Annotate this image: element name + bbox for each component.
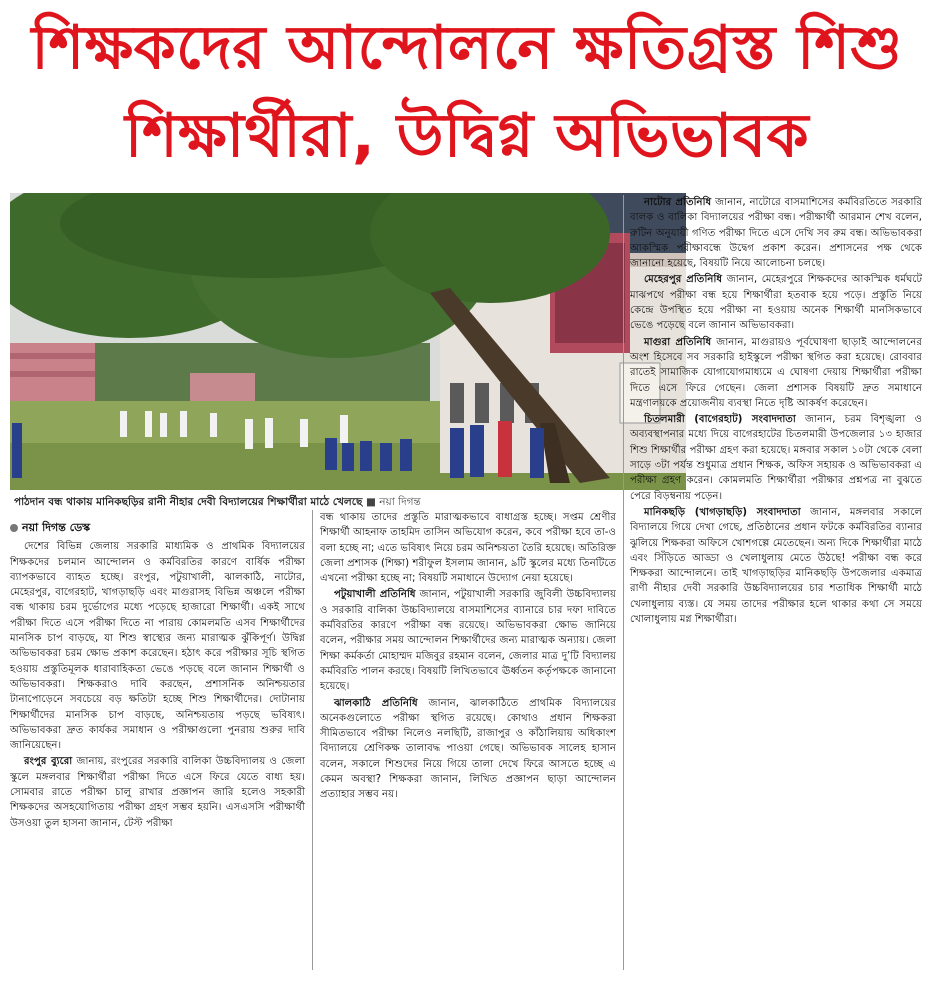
manikchhari-paragraph <box>630 505 922 627</box>
desk-label: নয়া দিগন্ত ডেস্ক <box>22 521 91 534</box>
meherpur-text: জানান, মেহেরপুরে শিক্ষকদের আকস্মিক ধর্মঘটে মাঝপথে পরীক্ষা বন্ধ হয়ে শিক্ষার্থীরা হতবাক হয়ে পড়ে। প্রস্তুতি নিয়ে কেন্দ্রে উপস্থিত হয়ে পরীক্ষা না হওয়ায় অনেক শিক্ষার্থী মানসিকভাবে ভেঙে পড়েছে বলে জানান অভিভাবকরা। <box>630 274 923 332</box>
headline-line-1: শিক্ষকদের আন্দোলনে ক্ষতিগ্রস্ত শিশু <box>31 13 903 83</box>
photo-caption-text: পাঠদান বন্ধ থাকায় মানিকছড়ির রানী নীহার দেবী বিদ্যালয়ের শিক্ষার্থীরা মাঠে খেলছে <box>14 496 363 508</box>
chitalmari-text: জানান, চরম বিশৃঙ্খলা ও অব্যবস্থাপনার মধ্যে দিয়ে বাগেরহাটের চিতলমারী উপজেলার ১৩ হাজার শিশু শিক্ষার্থীর পরীক্ষা গ্রহণ করা হয়েছে। মঙ্গবার সকাল ১০টা থেকে বেলা সাড়ে ৩টা পর্যন্ত শুধুমাত্র প্রধান শিক্ষক, অফিস সহায়ক ও অভিভাবকরা এ পরীক্ষা গ্রহণ করেন। কোমলমতি শিক্ষার্থীরা পরীক্ষার প্রশ্নপত্র না বুঝতে পেরে বিড়ম্বনায় পড়েন। <box>630 414 922 502</box>
rangpur-text: জানায়, রংপুরের সরকারি বালিকা উচ্চবিদ্যালয় ও জেলা স্কুলে মঙ্গলবার শিক্ষার্থীরা পরীক্ষা দিতে এসে ফিরে যেতে বাধ্য হয়। সোমবার রাতে পরীক্ষা চালু রাখার প্রজ্ঞাপন জারি হলেও সহকারী শিক্ষকদের অসহযোগিতায় পরীক্ষা গ্রহণ সম্ভব হয়নি। এসএসসি পরীক্ষার্থী উসওয়া তুল হাসনা জানান, টেস্ট পরীক্ষা <box>10 756 305 829</box>
rangpur-byline: রংপুর ব্যুরো <box>24 756 73 768</box>
article-column-left <box>10 520 305 832</box>
jhalakathi-paragraph <box>320 696 616 803</box>
chitalmari-paragraph <box>630 412 922 504</box>
patuakhali-paragraph <box>320 587 616 694</box>
desk-byline <box>10 520 305 535</box>
magura-text: জানান, মাগুরায়ও পূর্বঘোষণা ছাড়াই আন্দোলনের অংশ হিসেবে সব সরকারি হাইস্কুলে পরীক্ষা স্থগিত করা হয়েছে। রোববার রাতেই সামাজিক যোগাযোগমাধ্যমে এ ঘোষণা দেয়ায় শিক্ষার্থীরা পরীক্ষা দিতে এসে ফিরে গেছেন। জেলা প্রশাসক বিষয়টি দ্রুত সমাধানে মন্ত্রণালয়কে প্রয়োজনীয় ব্যবস্থা নিতে দৃষ্টি আকর্ষণ করেছেন। <box>630 336 922 409</box>
rangpur-continued-paragraph: বন্ধ থাকায় তাদের প্রস্তুতি মারাত্মকভাবে বাধাগ্রস্ত হচ্ছে। সপ্তম শ্রেণীর শিক্ষার্থী আহনাফ তাহমিদ তাসিন অভিযোগ করেন, কবে পরীক্ষা হবে তা-ও বলা হচ্ছে না; এতে ভবিষ্যৎ নিয়ে চরম অনিশ্চয়তা তৈরি হয়েছে। অতিরিক্ত জেলা প্রশাসক (শিক্ষা) শরীফুল ইসলাম জানান, ৯টি স্কুলের মধ্যে তিনটিতে এখনো পরীক্ষা হচ্ছে না; বিষয়টি সমাধানে উদ্যোগ নেয়া হয়েছে। <box>320 512 616 585</box>
natore-paragraph <box>630 195 922 271</box>
photo-credit: ■ নয়া দিগন্ত <box>365 496 421 508</box>
schoolyard-photo-illustration <box>10 193 686 490</box>
magura-paragraph <box>630 335 922 411</box>
rangpur-paragraph <box>10 754 305 830</box>
jhalakathi-text: জানান, ঝালকাঠিতে প্রাথমিক বিদ্যালয়ের অনেকগুলোতে পরীক্ষা স্থগিত রয়েছে। কোথাও প্রধান শিক্ষকরা সীমিতভাবে পরীক্ষা নিলেও নলছিটি, রাজাপুর ও কাঁঠালিয়ায় অধিকাংশ বিদ্যালয়ে শ্রেণিকক্ষ তালাবদ্ধ পাওয়া গেছে। অভিভাবক সালেহ হাসান বলেন, সকালে শিশুদের নিয়ে গিয়ে তালা দেখে ফিরে আসতে হচ্ছে এ কেমন অবস্থা? শিক্ষকরা জানান, লিখিত প্রজ্ঞাপন ছাড়া আন্দোলন প্রত্যাহার সম্ভব নয়। <box>320 697 616 801</box>
patuakhali-text: জানান, পটুয়াখালী সরকারি জুবিলী উচ্চবিদ্যালয় ও সরকারি বালিকা উচ্চবিদ্যালয়ে বাসমাশিসের ব্যানারে চার দফা দাবিতে কর্মবিরতির কারণে পরীক্ষা বন্ধ রয়েছে। অভিভাবকরা ক্ষোভ জানিয়ে বলেন, পরীক্ষার সময় আন্দোলন শিক্ষার্থীদের জন্য মারাত্মক অন্যায়। জেলা শিক্ষা কর্মকর্তা মোহাম্মদ মজিবুর রহমান বলেন, জেলার মাত্র দু’টি বিদ্যালয় কর্মবিরতি পালন করছে। বিষয়টি লিখিতভাবে ঊর্ধ্বতন কর্তৃপক্ষকে জানানো হয়েছে। <box>320 589 616 693</box>
headline <box>0 4 934 180</box>
column-divider-1 <box>312 510 313 970</box>
news-photo <box>10 193 686 490</box>
article-column-middle <box>320 510 616 804</box>
column-divider-2 <box>623 195 624 970</box>
natore-text: জানান, নাটোরে বাসমাশিসের কর্মবিরতিতে সরকারি বালক ও বালিকা বিদ্যালয়ের পরীক্ষা বন্ধ। পরীক্ষার্থী আরমান শেখ বলেন, রুটিন অনুযায়ী গণিত পরীক্ষা দিতে এসে দেখি সব রুম বন্ধ। অভিভাবকরা আকস্মিক পরীক্ষাবন্ধে উদ্বেগ প্রকাশ করেন। প্রশাসনের পক্ষ থেকে জানানো হয়েছে, বিষয়টি নিয়ে আলোচনা চলছে। <box>630 197 922 270</box>
article-column-right <box>630 195 922 628</box>
intro-paragraph: দেশের বিভিন্ন জেলায় সরকারি মাধ্যমিক ও প্রাথমিক বিদ্যালয়ের শিক্ষকদের চলমান আন্দোলন ও কর্মবিরতির কারণে বার্ষিক পরীক্ষা ব্যাপকভাবে ব্যাহত হচ্ছে। রংপুর, পটুয়াখালী, ঝালকাঠি, নাটোর, মেহেরপুর, বাগেরহাট, খাগড়াছড়ি এবং মাগুরাসহ বিভিন্ন অঞ্চলে পরীক্ষা বন্ধ থাকায় চরম দুর্ভোগের মধ্যে পড়েছে হাজারো শিক্ষার্থী। একই সাথে পরীক্ষা দিতে এসে পরীক্ষা দিতে না পারায় কোমলমতি এসব শিক্ষার্থীদের মানসিক চাপ বাড়ছে, যা শিশু স্বাস্থ্যের জন্য মারাত্মক ঝুঁকিপূর্ণ। উদ্বিগ্ন অভিভাবকরা চরম ক্ষোভ প্রকাশ করেছেন। হঠাৎ করে পরীক্ষার সূচি স্থগিত হওয়ায় প্রস্তুতিমূলক ধারাবাহিকতা ভেঙে পড়ছে বলে জানান শিক্ষার্থী ও অভিভাবকরা। শিক্ষকরাও দাবি করছেন, প্রশাসনিক অনিশ্চয়তার টানাপোড়েনে সবচেয়ে বড় ক্ষতিটা হচ্ছে শিশু শিক্ষার্থীদের। দোটানায় শিক্ষার্থীদের মানসিক চাপ বাড়ছে, অনিশ্চয়তায় পড়ছে ভবিষ্যৎ। অভিভাবকরা দ্রুত কার্যকর সমাধান ও পরীক্ষাগুলো পুনরায় শুরুর দাবি জানিয়েছেন। <box>10 541 305 752</box>
natore-byline: নাটোর প্রতিনিধি <box>644 197 712 208</box>
patuakhali-byline: পটুয়াখালী প্রতিনিধি <box>334 589 416 601</box>
manikchhari-byline: মানিকছড়ি (খাগড়াছড়ি) সংবাদদাতা <box>644 506 801 518</box>
headline-line-2: শিক্ষার্থীরা, উদ্বিগ্ন অভিভাবক <box>124 101 810 171</box>
magura-byline: মাগুরা প্রতিনিধি <box>644 336 712 348</box>
meherpur-paragraph <box>630 272 922 333</box>
jhalakathi-byline: ঝালকাঠি প্রতিনিধি <box>334 697 418 709</box>
bullet-icon <box>10 524 18 532</box>
chitalmari-byline: চিতলমারী (বাগেরহাট) সংবাদদাতা <box>644 414 796 426</box>
meherpur-byline: মেহেরপুর প্রতিনিধি <box>644 274 723 286</box>
photo-caption <box>14 494 686 510</box>
manikchhari-text: জানান, মঙ্গলবার সকালে বিদ্যালয়ে গিয়ে দেখা গেছে, প্রতিষ্ঠানের প্রধান ফটকে কর্মবিরতির ব্যানার ঝুলিয়ে শিক্ষকরা অফিসে খোশগল্পে মেতেছেন। অন্য দিকে শিক্ষার্থীরা মাঠে এবং সিঁড়িতে আড্ডা ও খেলাধুলায় মেতে উঠছে! পরীক্ষা বন্ধ করে শিক্ষকরা আন্দোলনে। তাই খাগড়াছড়ির মানিকছড়ি উপজেলার একমাত্র রাণী নীহার দেবী সরকারি উচ্চবিদ্যালয়ের চার শতাধিক শিক্ষার্থী মাঠে খেলাধুলায় ব্যস্ত। যে সময় তাদের পরীক্ষার হলে থাকার কথা সে সময়ে খোলাধুলায় মগ্ন শিক্ষার্থীরা। <box>630 506 922 626</box>
